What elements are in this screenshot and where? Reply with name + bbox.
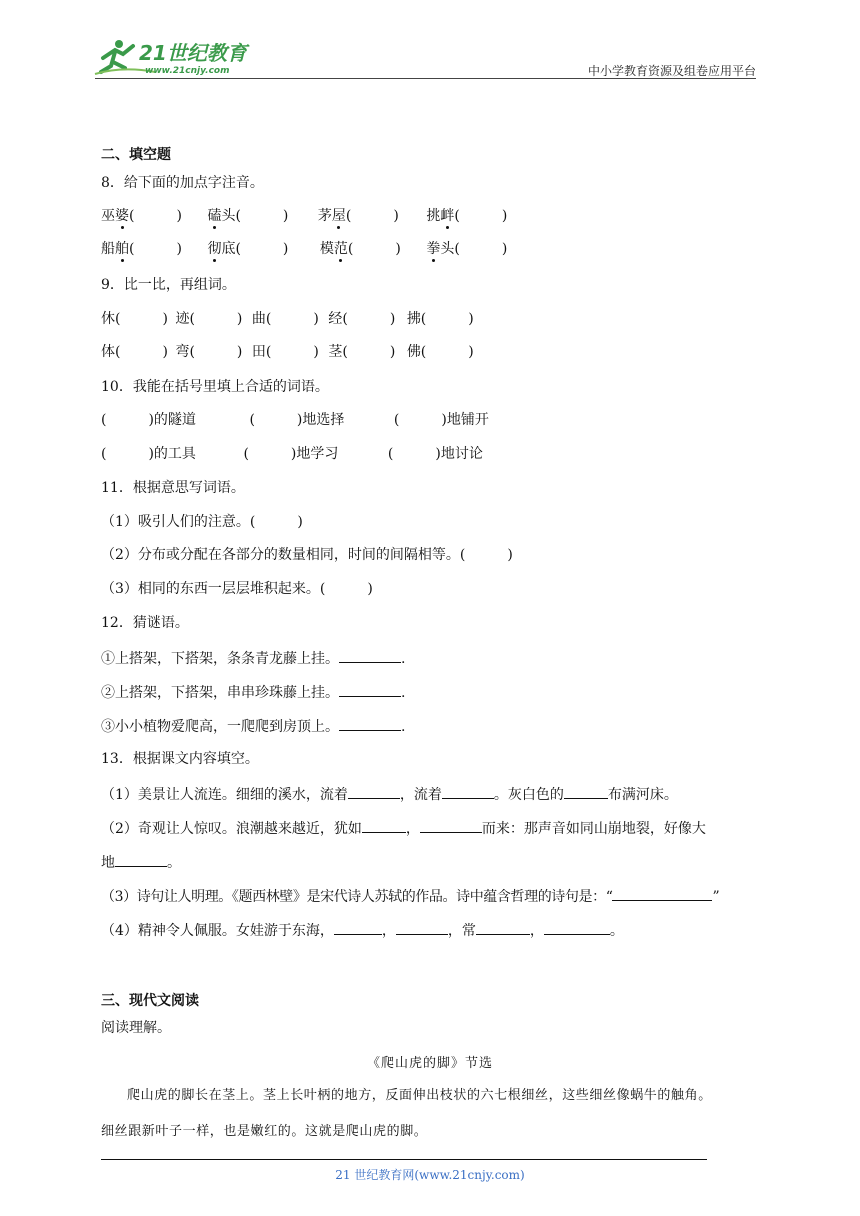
question-9-row-1 [101,310,474,328]
reading-intro: 阅读理解。 [101,1020,171,1036]
q9-item: 茎( ) [328,344,396,360]
q10-item: ( )的隧道 [101,412,196,428]
passage-paragraph: 细丝跟新叶子一样，也是嫩红的。这就是爬山虎的脚。 [101,1124,428,1139]
q9-item: 佛( ) [406,344,474,360]
q12-item: ③小小植物爱爬高，一爬爬到房顶上。 . [101,716,405,736]
logo-url: www.21cnjy.com [145,66,230,76]
q9-item: 休( ) [101,311,168,327]
platform-label: 中小学教育资源及组卷应用平台 [587,64,756,78]
section-title: 三、现代文阅读 [101,993,199,1009]
site-logo [93,36,258,78]
question-9-prompt: 9．比一比，再组词。 [101,277,236,293]
q10-item: ( )的工具 [101,446,196,462]
q11-item: （3）相同的东西一层层堆积起来。( ) [101,581,373,597]
header-divider [95,78,756,79]
q9-item: 体( ) [101,344,168,360]
question-10-row-2 [101,445,483,463]
q13-item-2-cont: 地 。 [101,852,181,872]
question-12-prompt: 12．猜谜语。 [101,615,189,631]
q12-item: ②上搭架，下搭架，串串珍珠藤上挂。 . [101,682,405,702]
q8-item: 挑衅( ) [426,208,508,224]
q8-item: 模范( ) [319,241,401,257]
question-8-prompt: 8．给下面的加点字注音。 [101,175,264,191]
question-10-row-1 [101,411,489,429]
passage-title: 《爬山虎的脚》节选 [366,1056,493,1071]
q10-item: ( )地学习 [243,446,339,462]
q13-item-4: （4）精神令人佩服。女娃游于东海， ， ，常 ， 。 [101,920,624,940]
q9-item: 拂( ) [406,311,474,327]
footer-link[interactable]: 21 世纪教育网(www.21cnjy.com) [335,1168,525,1182]
q13-item-1: （1）美景让人流连。细细的溪水，流着 ，流着 。灰白色的 布满河床。 [101,784,678,804]
q9-item: 弯( ) [175,344,243,360]
passage-paragraph: 爬山虎的脚长在茎上。茎上长叶柄的地方，反面伸出枝状的六七根细丝，这些细丝像蜗牛的触角。 [127,1088,712,1103]
q10-item: ( )地选择 [249,412,345,428]
q8-item: 磕头( ) [207,208,289,224]
q9-item: 田( ) [251,344,319,360]
q8-item: 彻底( ) [207,241,289,257]
q11-item: （2）分布或分配在各部分的数量相同，时间的间隔相等。( ) [101,547,513,563]
question-10-prompt: 10．我能在括号里填上合适的词语。 [101,379,329,395]
question-9-row-2 [101,343,474,361]
question-11-prompt: 11．根据意思写词语。 [101,480,245,496]
q8-item: 巫婆( ) [101,208,182,224]
q13-item-2: （2）奇观让人惊叹。浪潮越来越近，犹如 ， 而来：那声音如同山崩地裂，好像大 [101,818,706,838]
q10-item: ( )地铺开 [393,412,489,428]
q11-item: （1）吸引人们的注意。( ) [101,514,303,530]
question-8-row-1 [101,207,507,225]
q8-item: 拳头( ) [426,241,508,257]
question-8-row-2 [101,240,507,258]
q9-item: 曲( ) [251,311,319,327]
q8-item: 船舶( ) [101,241,182,257]
q9-item: 经( ) [328,311,396,327]
q9-item: 迹( ) [175,311,243,327]
q8-item: 茅屋( ) [317,208,399,224]
section-title: 二、填空题 [101,147,171,163]
q10-item: ( )地讨论 [387,446,483,462]
question-13-prompt: 13．根据课文内容填空。 [101,751,259,767]
footer-divider [101,1159,707,1160]
q13-item-3: （3）诗句让人明理。《题西林壁》是宋代诗人苏轼的作品。诗中蕴含哲理的诗句是：“ ” [101,886,719,906]
logo-title: 21世纪教育 [139,41,247,65]
q12-item: ①上搭架，下搭架，条条青龙藤上挂。 . [101,648,405,668]
